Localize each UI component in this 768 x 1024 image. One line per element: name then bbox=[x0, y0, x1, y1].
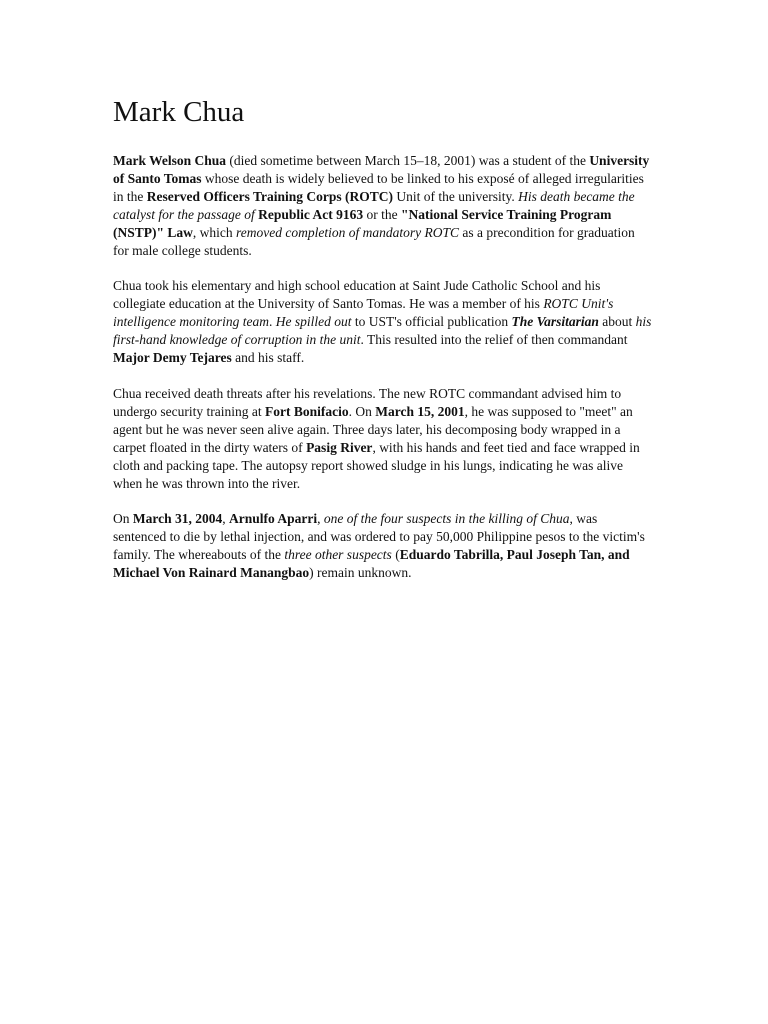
emphasis-text: Fort Bonifacio bbox=[264, 403, 349, 419]
text-run: or the bbox=[363, 206, 402, 222]
emphasis-text: Major Demy Tejares bbox=[113, 350, 232, 366]
text-run: , bbox=[317, 511, 324, 527]
emphasis-text: Mark Welson Chua bbox=[113, 153, 227, 168]
emphasis-text: Pasig River bbox=[306, 439, 373, 455]
emphasis-text: He spilled out bbox=[275, 314, 352, 330]
paragraph-3 bbox=[113, 385, 653, 492]
emphasis-text: The Varsitarian bbox=[511, 314, 599, 330]
emphasis-text: Republic Act 9163 bbox=[258, 206, 364, 222]
text-run: and his staff. bbox=[231, 350, 305, 366]
emphasis-text: removed completion of mandatory ROTC bbox=[236, 224, 459, 240]
document-page bbox=[113, 94, 653, 600]
text-run: , was sentenced to die by lethal injection, and was ordered to pay 50,000 Philippine pesos to the victim's family. The whereabouts of the bbox=[113, 511, 645, 563]
emphasis-text: Reserved Officers Training Corps (ROTC) bbox=[146, 188, 393, 204]
text-run: . On bbox=[348, 403, 376, 419]
text-run: . bbox=[268, 314, 276, 330]
text-run: , with his hands and feet tied and face wrapped in cloth and packing tape. The autopsy report showed sludge in his lungs, indicating he was alive when he was thrown into the river. bbox=[113, 439, 640, 491]
text-run: , bbox=[222, 511, 229, 527]
emphasis-text: three other suspects bbox=[284, 547, 392, 563]
text-run: , which bbox=[192, 224, 236, 240]
text-run: . This resulted into the relief of then commandant bbox=[360, 332, 628, 348]
text-run: Chua received death threats after his revelations. The new ROTC commandant advised him to undergo security training at bbox=[113, 385, 622, 419]
emphasis-text: Arnulfo Aparri bbox=[229, 511, 318, 527]
emphasis-text: Eduardo Tabrilla, Paul Joseph Tan, and Michael Von Rainard Manangbao bbox=[113, 547, 630, 581]
paragraph-1 bbox=[113, 152, 653, 259]
emphasis-text: March 31, 2004 bbox=[132, 511, 223, 527]
text-run: to UST's official publication bbox=[351, 314, 512, 330]
text-run: Chua took his elementary and high school education at Saint Jude Catholic School and his collegiate education at the University of Santo Tomas. He was a member of his bbox=[113, 278, 601, 312]
text-run: On bbox=[113, 511, 133, 527]
emphasis-text: ROTC Unit's intelligence monitoring team bbox=[113, 296, 614, 330]
emphasis-text: March 15, 2001 bbox=[375, 403, 465, 419]
text-run: about bbox=[598, 314, 636, 330]
text-run: whose death is widely believed to be linked to his exposé of alleged irregularities in the bbox=[113, 170, 644, 204]
paragraph-4 bbox=[113, 510, 653, 582]
emphasis-text: "National Service Training Program (NSTP)" Law bbox=[113, 206, 612, 240]
emphasis-text: His death became the catalyst for the passage of bbox=[113, 188, 635, 222]
text-run: (died sometime between March 15–18, 2001) was a student of the bbox=[226, 153, 590, 168]
paragraph-2 bbox=[113, 277, 653, 367]
emphasis-text: his first-hand knowledge of corruption in the unit bbox=[113, 314, 652, 348]
emphasis-text bbox=[512, 314, 599, 329]
emphasis-text: University of Santo Tomas bbox=[113, 153, 650, 186]
article-body bbox=[113, 152, 653, 582]
text-run: ( bbox=[391, 547, 400, 563]
text-run: , he was supposed to "meet" an agent but he was never seen alive again. Three days later, his decomposing body wrapped in a carpet floated in the dirty waters of bbox=[113, 403, 633, 455]
text-run: ) remain unknown. bbox=[309, 565, 412, 581]
emphasis-text: one of the four suspects in the killing of Chua bbox=[323, 511, 570, 527]
text-run: Unit of the university. bbox=[392, 188, 519, 204]
page-title: Mark Chua bbox=[113, 96, 245, 128]
text-run: as a precondition for graduation for male college students. bbox=[113, 224, 635, 258]
